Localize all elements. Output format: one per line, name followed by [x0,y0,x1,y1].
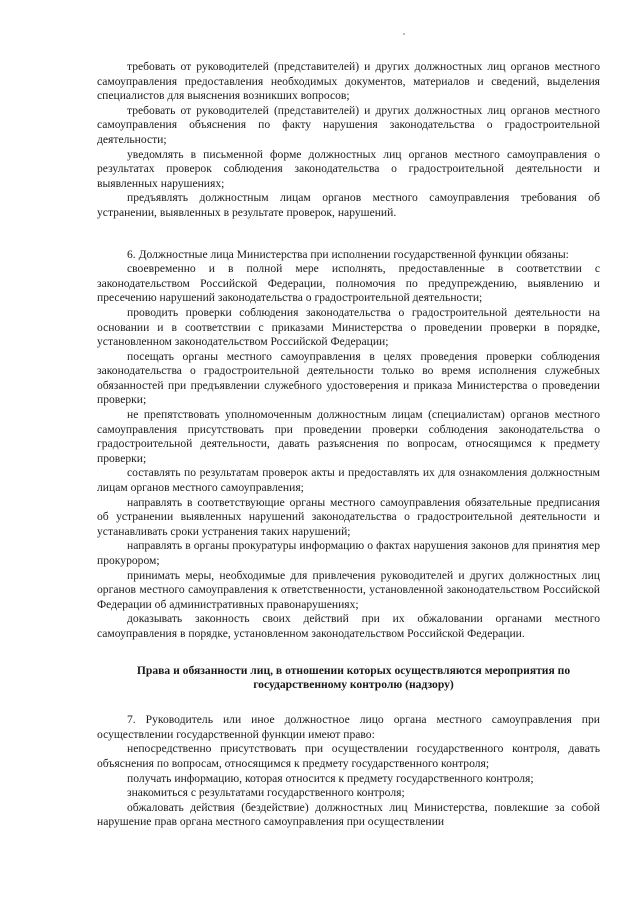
paragraph: обжаловать действия (бездействие) должностных лиц Министерства, повлекшие за собой нарушение прав органа местного самоуправления при осуществлении [97,800,600,829]
duties-section [97,248,600,642]
paragraph: уведомлять в письменной форме должностных лиц органов местного самоуправления о результатах проверок соблюдения законодательства о градостроительной деятельности и выявленных нарушениях; [97,147,600,190]
paragraph: непосредственно присутствовать при осуществлении государственного контроля, давать объяснения по вопросам, относящимся к предмету государственного контроля; [97,742,600,770]
paragraph: не препятствовать уполномоченным должностным лицам (специалистам) органов местного самоуправления присутствовать при проведении проверки соблюдения законодательства о градостроительной деятельности, давать разъяснения по вопросам, относящимся к предмету проверки; [97,408,600,465]
spacer [97,221,600,248]
rights-list-continued [97,60,600,221]
paragraph: своевременно и в полной мере исполнять, предоставленные в соответствии с законодательством Российской Федерации, полномочия по предупреждению, выявлению и пресечению нарушений законодательства о градостроительной деятельности; [97,262,600,305]
paragraph: знакомиться с результатами государственного контроля; [127,786,405,800]
paragraph: принимать меры, необходимые для привлечения руководителей и других должностных лиц органов местного самоуправления к ответственности, установленной законодательством Российской Федерации об административных правонарушениях; [97,568,600,611]
spacer [97,642,600,664]
paragraph: составлять по результатам проверок акты и предоставлять их для ознакомления должностным лицам органов местного самоуправления; [97,466,600,495]
paragraph: 6. Должностные лица Министерства при исполнении государственной функции обязаны: [127,247,569,261]
paragraph: направлять в органы прокуратуры информацию о фактах нарушения законов для принятия мер прокурором; [97,539,600,567]
paragraph: получать информацию, которая относится к предмету государственного контроля; [127,771,534,785]
paragraph: 7. Руководитель или иное должностное лицо органа местного самоуправления при осуществлении государственной функции имеют право: [97,713,600,741]
paragraph: предъявлять должностным лицам органов местного самоуправления требования об устранении, выявленных в результате проверок, нарушений. [97,191,600,219]
paragraph: требовать от руководителей (представителей) и других должностных лиц органов местного самоуправления объяснения по факту нарушения законодательства о градостроительной деятельности; [97,103,600,146]
paragraph: доказывать законность своих действий при их обжаловании органами местного самоуправления в порядке, установленном законодательством Российской Федерации. [97,612,600,640]
rights-section [97,713,600,830]
paragraph: посещать органы местного самоуправления в целях проведения проверки соблюдения законодательства о градостроительной деятельности только во время исполнения служебных обязанностей при предъявлении служебного удостоверения и приказа Министерства о проведении проверки; [97,349,600,407]
paragraph: проводить проверки соблюдения законодательства о градостроительной деятельности на основании и в соответствии с приказами Министерства о проведении проверки в порядке, установленном законодательством Российской Федерации; [97,305,600,349]
paragraph: требовать от руководителей (представителей) и других должностных лиц органов местного самоуправления предоставления необходимых документов, материалов и сведений, выделения специалистов для выяснения возникших вопросов; [97,60,600,103]
scan-speck [403,33,405,35]
spacer [97,693,600,713]
paragraph: направлять в соответствующие органы местного самоуправления обязательные предписания об устранении выявленных нарушений законодательства о градостроительной деятельности и устанавливать сроки устранения таких нарушений; [97,495,600,538]
document-body [97,60,600,830]
section-heading: Права и обязанности лиц, в отношении которых осуществляются мероприятия по государственному контролю (надзору) [136,663,571,692]
